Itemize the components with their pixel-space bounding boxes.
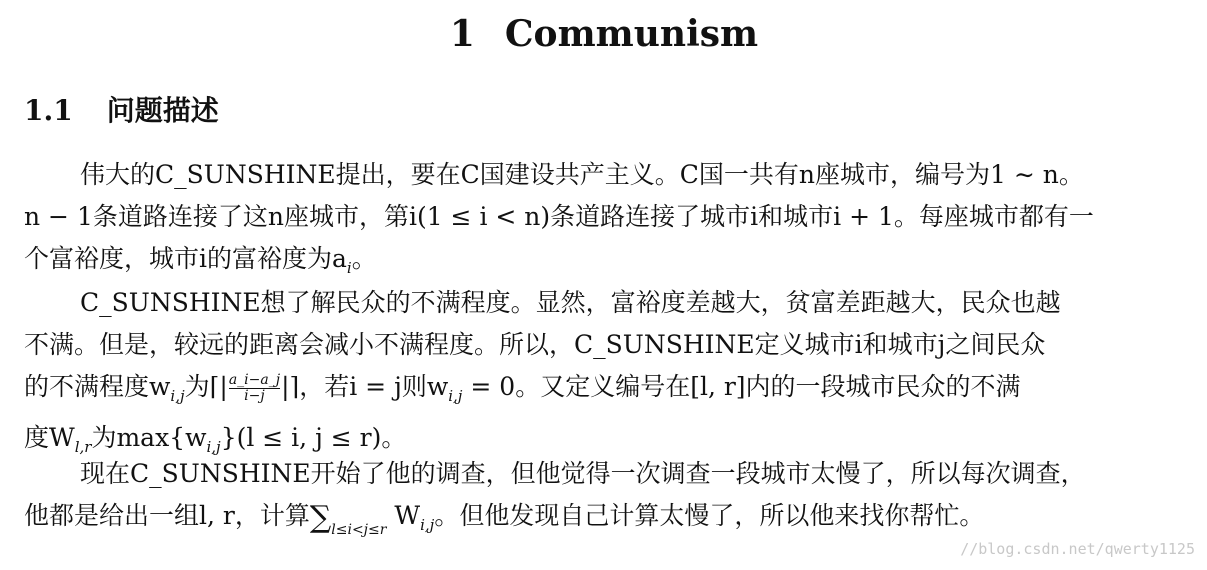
p3-line-2a: 他都是给出一组l, r，计算 — [24, 501, 310, 530]
p1-line-3-end: 。 — [351, 244, 377, 273]
fraction-numerator: a_i−a_j — [228, 372, 281, 388]
section-number: 1.1 — [24, 94, 73, 127]
max-w-subscript: i,j — [206, 438, 221, 456]
section-heading — [24, 92, 219, 130]
summation-range: l≤i<j≤r — [331, 522, 387, 538]
w-subscript-2: i,j — [448, 387, 463, 405]
p2-line-4a: 度W — [24, 423, 75, 452]
p2-line-1: C_SUNSHINE想了解民众的不满程度。显然，富裕度差越大，贫富差距越大，民众也越 — [80, 288, 1061, 317]
chapter-number: 1 — [449, 13, 475, 55]
p1-line-3-subscript: i — [346, 259, 352, 277]
paragraph-1 — [24, 154, 1184, 289]
paragraph-3 — [24, 453, 1184, 551]
W-subscript: l,r — [74, 438, 92, 456]
sum-term-subscript: i,j — [420, 516, 435, 534]
p2-line-3b: 为⌈| — [184, 372, 228, 401]
chapter-title — [24, 12, 1184, 56]
section-heading-text: 问题描述 — [106, 94, 219, 127]
paragraph-2 — [24, 282, 1184, 468]
p1-line-1: 伟大的C_SUNSHINE提出，要在C国建设共产主义。C国一共有n座城市，编号为1 ∼ n。 — [80, 160, 1084, 189]
p1-line-3: 个富裕度，城市i的富裕度为a — [24, 244, 347, 273]
p2-line-3d: = 0。又定义编号在[l, r]内的一段城市民众的不满 — [462, 372, 1021, 401]
w-subscript-1: i,j — [170, 387, 185, 405]
chapter-title-text: Communism — [504, 13, 759, 55]
fraction — [229, 373, 280, 404]
p3-line-2c: 。但他发现自己计算太慢了，所以他来找你帮忙。 — [434, 501, 985, 530]
summation-symbol: ∑ — [309, 500, 332, 535]
p3-line-2b: W — [386, 501, 421, 530]
p2-line-3a: 的不满程度w — [24, 372, 171, 401]
p3-line-1: 现在C_SUNSHINE开始了他的调查，但他觉得一次调查一段城市太慢了，所以每次调查， — [80, 459, 1086, 488]
p1-line-2: n − 1条道路连接了这n座城市，第i(1 ≤ i < n)条道路连接了城市i和城市i + 1。每座城市都有一 — [24, 202, 1094, 231]
p2-line-2: 不满。但是，较远的距离会减小不满程度。所以，C_SUNSHINE定义城市i和城市j之间民众 — [24, 330, 1046, 359]
fraction-denominator: i−j — [244, 388, 265, 404]
p2-line-4c: }(l ≤ i, j ≤ r)。 — [220, 423, 407, 452]
p2-line-4b: 为max{w — [91, 423, 207, 452]
watermark: //blog.csdn.net/qwerty1125 — [960, 540, 1195, 558]
p2-line-3c: |⌉，若i = j则w — [281, 372, 449, 401]
